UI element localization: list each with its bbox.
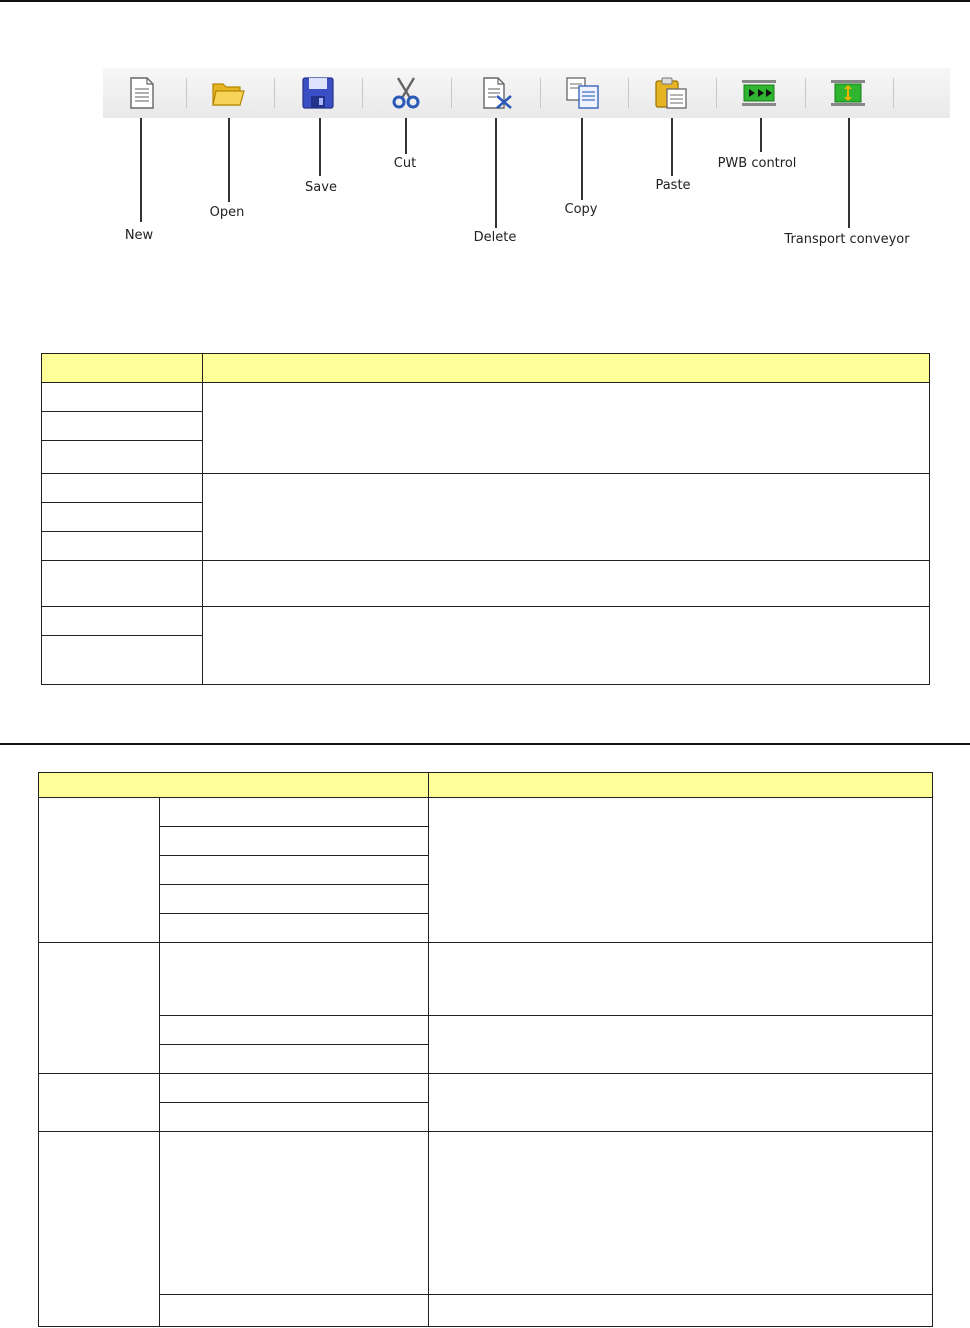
- toolbar-separator: [628, 78, 629, 108]
- table-cell: [203, 561, 930, 607]
- table-cell: [429, 1074, 933, 1132]
- leader-line-copy: [581, 118, 583, 200]
- copy-icon[interactable]: [565, 76, 601, 110]
- table-cell: [39, 943, 160, 1074]
- callout-pwb-control: PWB control: [717, 156, 797, 171]
- table-cell: [42, 561, 203, 607]
- table-cell: [42, 383, 203, 412]
- callout-cut: Cut: [393, 156, 417, 171]
- header-cell: [42, 354, 203, 383]
- table-cell: [42, 441, 203, 474]
- toolbar-separator: [805, 78, 806, 108]
- menu-item-table: [38, 772, 933, 1327]
- callout-paste: Paste: [655, 178, 691, 193]
- table-cell: [203, 474, 930, 561]
- toolbar-separator: [274, 78, 275, 108]
- toolbar-separator: [540, 78, 541, 108]
- table-cell: [160, 798, 429, 827]
- table-cell: [203, 607, 930, 685]
- table-cell: [39, 798, 160, 943]
- open-folder-icon[interactable]: [210, 76, 246, 110]
- table-cell: [42, 607, 203, 636]
- table-cell: [160, 1132, 429, 1295]
- callout-transport-conveyor: Transport conveyor: [784, 232, 910, 247]
- table-cell: [39, 1132, 160, 1327]
- table-cell: [39, 1074, 160, 1132]
- toolbar: [103, 68, 950, 118]
- leader-line-cut: [405, 118, 407, 154]
- toolbar-separator: [451, 78, 452, 108]
- paste-icon[interactable]: [653, 76, 689, 110]
- table-cell: [160, 1103, 429, 1132]
- table-cell: [203, 383, 930, 474]
- toolbar-separator: [362, 78, 363, 108]
- toolbar-button-table: [41, 353, 930, 685]
- table-cell: [429, 1016, 933, 1074]
- table-cell: [429, 1295, 933, 1327]
- leader-line-transport-conveyor: [848, 118, 850, 228]
- save-disk-icon[interactable]: [300, 76, 336, 110]
- toolbar-separator: [186, 78, 187, 108]
- leader-line-new: [140, 118, 142, 222]
- top-rule: [0, 0, 970, 2]
- transport-conveyor-icon[interactable]: [830, 76, 866, 110]
- leader-line-delete: [495, 118, 497, 228]
- table-cell: [160, 885, 429, 914]
- header-cell: [203, 354, 930, 383]
- table-cell: [160, 1295, 429, 1327]
- delete-icon[interactable]: [478, 76, 514, 110]
- table-cell: [42, 412, 203, 441]
- table-cell: [160, 1016, 429, 1045]
- table-cell: [42, 503, 203, 532]
- callout-save: Save: [305, 180, 337, 195]
- table-cell: [160, 827, 429, 856]
- table-cell: [160, 1074, 429, 1103]
- scissors-icon[interactable]: [388, 76, 424, 110]
- new-document-icon[interactable]: [123, 76, 159, 110]
- callout-new: New: [124, 228, 154, 243]
- leader-line-save: [319, 118, 321, 176]
- toolbar-separator: [893, 78, 894, 108]
- callout-open: Open: [209, 205, 245, 220]
- pwb-control-icon[interactable]: [741, 76, 777, 110]
- header-cell: [429, 773, 933, 798]
- table-cell: [429, 1132, 933, 1295]
- table-cell: [429, 943, 933, 1016]
- table-cell: [42, 532, 203, 561]
- table-cell: [42, 474, 203, 503]
- table-cell: [160, 943, 429, 1016]
- leader-line-paste: [671, 118, 673, 176]
- toolbar-separator: [716, 78, 717, 108]
- table-cell: [160, 856, 429, 885]
- section-rule: [0, 743, 970, 745]
- leader-line-open: [228, 118, 230, 202]
- table-cell: [429, 798, 933, 943]
- callout-delete: Delete: [473, 230, 517, 245]
- leader-line-pwb-control: [760, 118, 762, 152]
- callout-copy: Copy: [564, 202, 598, 217]
- table-cell: [160, 1045, 429, 1074]
- table-cell: [160, 914, 429, 943]
- table-cell: [42, 636, 203, 685]
- header-cell: [39, 773, 429, 798]
